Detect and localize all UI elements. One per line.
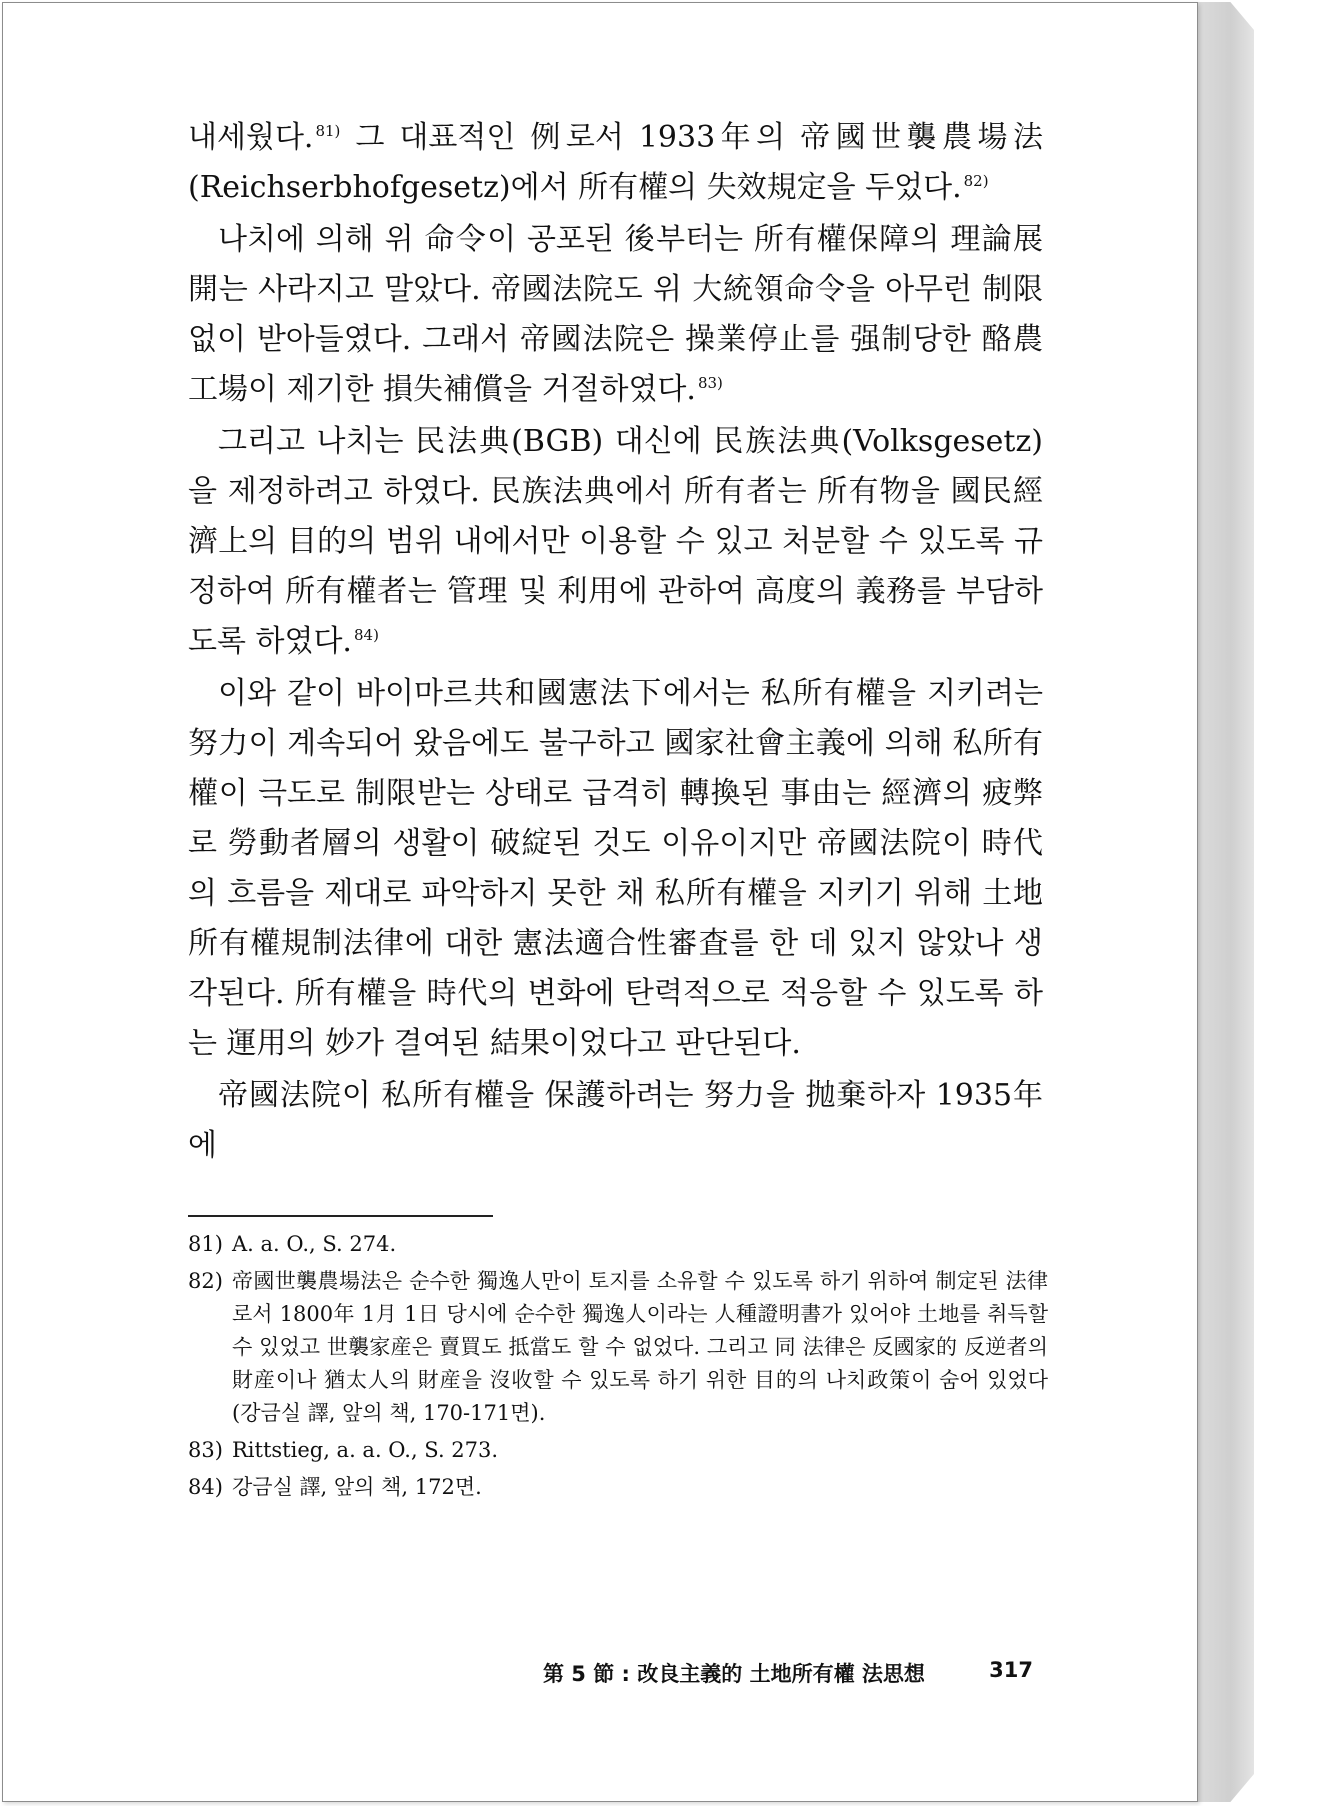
paragraph-1: [188, 113, 1043, 213]
paragraph-3-text: 그리고 나치는 民法典(BGB) 대신에 民族法典(Volksgesetz)을 제정하려고 하였다. 民族法典에서 所有者는 所有物을 國民經濟上의 目的의 범위 내에서만 이용할 수 있고 처분할 수 있도록 규정하여 所有權者는 管理 및 利用에 관하여 高度의 義務를 부담하도록 하였다.: [188, 424, 1043, 659]
paragraph-1-line-1-b: 그 대표적인 例로서 1933年의 帝國世襲農場法: [355, 120, 1043, 155]
footnote-number: 81): [188, 1232, 223, 1256]
body-text: [188, 113, 1043, 1173]
footnote-ref-84[interactable]: 84): [353, 626, 379, 644]
footnote-81: [188, 1228, 1048, 1261]
paragraph-2-text: 나치에 의해 위 命令이 공포된 後부터는 所有權保障의 理論展開는 사라지고 말았다. 帝國法院도 위 大統領命令을 아무런 制限 없이 받아들였다. 그래서 帝國法院은 操業停止를 强制당한 酪農工場이 제기한 損失補償을 거절하였다.: [188, 222, 1043, 407]
footnote-84: [188, 1471, 1048, 1504]
running-footer: [543, 1658, 1033, 1688]
paragraph-3: [188, 417, 1043, 667]
section-title: 第 5 節 : 改良主義的 土地所有權 法思想: [543, 1662, 925, 1686]
footnote-text: A. a. O., S. 274.: [232, 1232, 397, 1256]
paragraph-5: [188, 1071, 1043, 1171]
footnote-ref-81[interactable]: 81): [315, 122, 341, 140]
paragraph-1-line-1-a: 내세웠다.: [188, 120, 314, 155]
paragraph-1-line-2: (Reichserbhofgesetz)에서 所有權의 失效規定을 두었다.: [188, 170, 962, 205]
paragraph-5-text: 帝國法院이 私所有權을 保護하려는 努力을 抛棄하자 1935年에: [188, 1078, 1043, 1163]
footnote-number: 84): [188, 1475, 223, 1499]
footnote-82: [188, 1265, 1048, 1430]
footnote-number: 83): [188, 1438, 223, 1462]
footnote-number: 82): [188, 1269, 223, 1293]
footnote-83: [188, 1434, 1048, 1467]
footnote-ref-82[interactable]: 82): [963, 172, 989, 190]
book-page-edge: [1195, 2, 1254, 1802]
footnotes: [188, 1228, 1048, 1508]
footnote-text: Rittstieg, a. a. O., S. 273.: [232, 1438, 499, 1462]
footnote-text: 帝國世襲農場法은 순수한 獨逸人만이 토지를 소유할 수 있도록 하기 위하여 制定된 法律로서 1800年 1月 1日 당시에 순수한 獨逸人이라는 人種證明書가 있어야 土地를 취득할 수 있었고 世襲家産은 賣買도 抵當도 할 수 없었다. 그리고 同 法律은 反國家的 反逆者의 財産이나 猶太人의 財産을 沒收할 수 있도록 하기 위한 目的의 나치政策이 숨어 있었다(강금실 譯, 앞의 책, 170-171면).: [232, 1269, 1048, 1425]
paragraph-4-text: 이와 같이 바이마르共和國憲法下에서는 私所有權을 지키려는 努力이 계속되어 왔음에도 불구하고 國家社會主義에 의해 私所有權이 극도로 制限받는 상태로 급격히 轉換된 事由는 經濟의 疲弊로 勞動者層의 생활이 破綻된 것도 이유이지만 帝國法院이 時代의 흐름을 제대로 파악하지 못한 채 私所有權을 지키기 위해 土地所有權規制法律에 대한 憲法適合性審査를 한 데 있지 않았나 생각된다. 所有權을 時代의 변화에 탄력적으로 적응할 수 있도록 하는 運用의 妙가 결여된 結果이었다고 판단된다.: [188, 676, 1043, 1061]
footnote-divider: [188, 1215, 493, 1217]
page-number: 317: [989, 1658, 1033, 1682]
footnote-ref-83[interactable]: 83): [697, 374, 723, 392]
footnote-text: 강금실 譯, 앞의 책, 172면.: [232, 1475, 482, 1499]
book-page: [2, 2, 1198, 1802]
paragraph-4: [188, 669, 1043, 1069]
paragraph-2: [188, 215, 1043, 415]
